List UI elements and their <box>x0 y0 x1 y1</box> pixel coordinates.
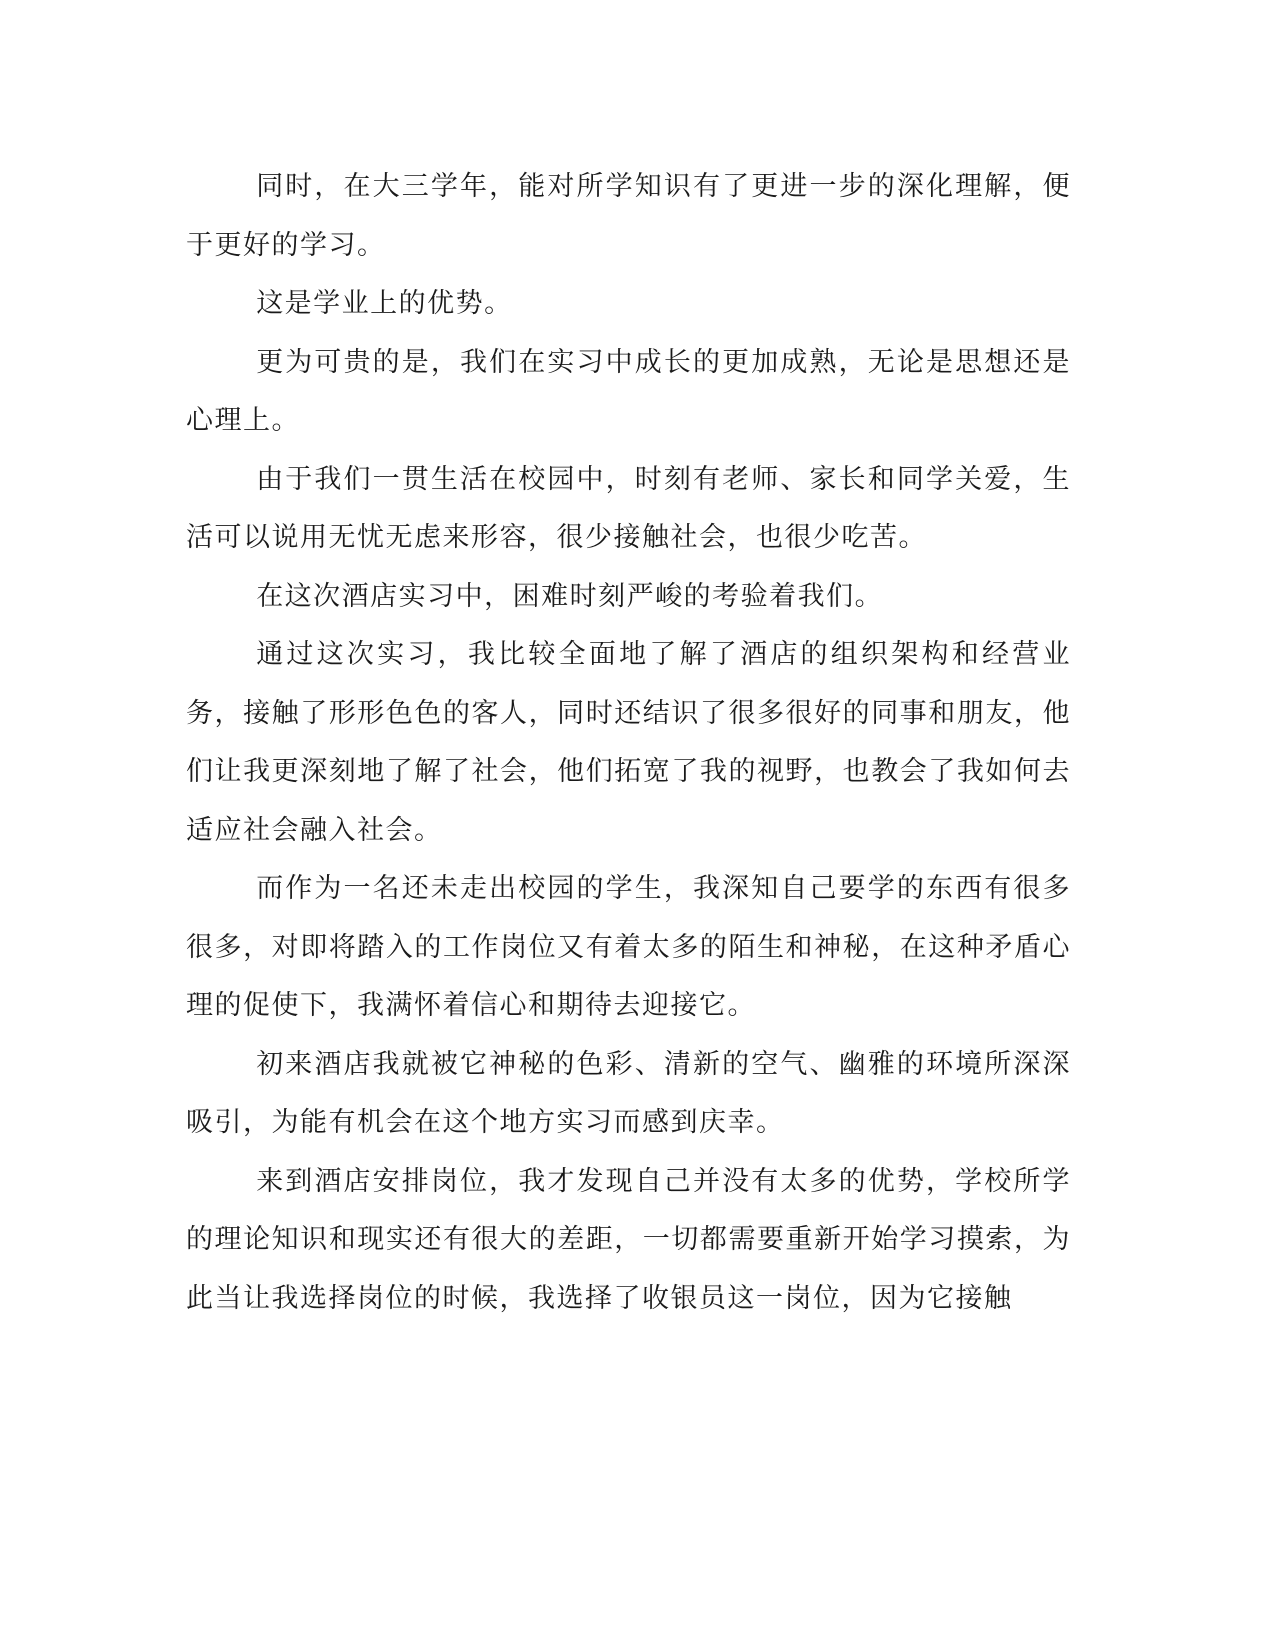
paragraph: 初来酒店我就被它神秘的色彩、清新的空气、幽雅的环境所深深吸引，为能有机会在这个地方实习而感到庆幸。 <box>186 1048 1071 1138</box>
paragraph: 同时，在大三学年，能对所学知识有了更进一步的深化理解，便于更好的学习。 <box>186 171 1071 261</box>
paragraph: 来到酒店安排岗位，我才发现自己并没有太多的优势，学校所学的理论知识和现实还有很大的差距，一切都需要重新开始学习摸索，为此当让我选择岗位的时候，我选择了收银员这一岗位，因为它接触 <box>186 1165 1071 1314</box>
paragraph: 而作为一名还未走出校园的学生，我深知自己要学的东西有很多很多，对即将踏入的工作岗位又有着太多的陌生和神秘，在这种矛盾心理的促使下，我满怀着信心和期待去迎接它。 <box>186 873 1071 1021</box>
paragraph: 通过这次实习，我比较全面地了解了酒店的组织架构和经营业务，接触了形形色色的客人，同时还结识了很多很好的同事和朋友，他们让我更深刻地了解了社会，他们拓宽了我的视野，也教会了我如何去适应社会融入社会。 <box>186 639 1071 846</box>
paragraph: 这是学业上的优势。 <box>256 288 513 319</box>
document-body <box>186 158 1071 1328</box>
paragraph: 更为可贵的是，我们在实习中成长的更加成熟，无论是思想还是心理上。 <box>186 346 1071 436</box>
paragraph: 由于我们一贯生活在校园中，时刻有老师、家长和同学关爱，生活可以说用无忧无虑来形容，很少接触社会，也很少吃苦。 <box>186 463 1071 553</box>
paragraph: 在这次酒店实习中，困难时刻严峻的考验着我们。 <box>256 580 884 612</box>
